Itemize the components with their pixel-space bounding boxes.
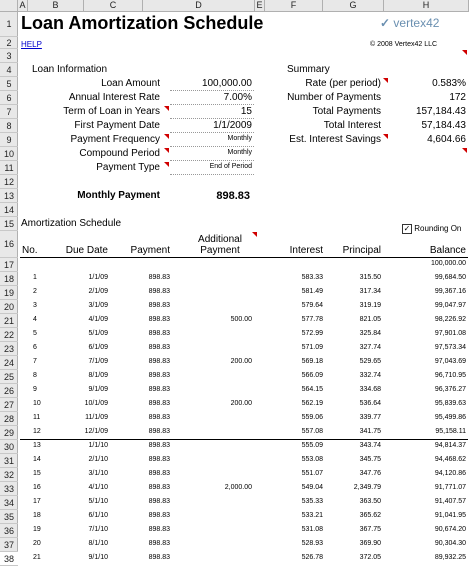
balance-amount: 97,573.34 [434, 344, 466, 351]
payment-due-date: 8/1/10 [88, 540, 108, 547]
payment-due-date: 6/1/09 [88, 344, 108, 351]
summary-field-label: Total Interest [323, 120, 381, 131]
input-underline [170, 174, 254, 175]
summary-field-value: 157,184.43 [415, 106, 466, 117]
payment-amount: 898.83 [148, 456, 170, 463]
payment-amount: 898.83 [148, 428, 170, 435]
payment-number: 11 [33, 414, 41, 421]
row-header-12[interactable]: 12 [0, 175, 18, 189]
balance-amount: 99,047.97 [434, 302, 466, 309]
payment-number: 3 [33, 302, 37, 309]
opening-balance: 100,000.00 [430, 260, 466, 267]
rounding-label: Rounding On [414, 224, 462, 234]
payment-number: 21 [33, 554, 41, 561]
loan-field-value[interactable]: 7.00% [223, 92, 252, 103]
loan-field-label: Payment Frequency [70, 134, 160, 145]
payment-amount: 898.83 [148, 386, 170, 393]
loan-field-value[interactable]: Monthly [227, 135, 252, 142]
row-header-1[interactable]: 1 [0, 12, 18, 37]
payment-due-date: 3/1/09 [88, 302, 108, 309]
row-header-16[interactable]: 16 [0, 231, 18, 258]
balance-amount: 95,499.86 [434, 414, 466, 421]
input-underline [170, 104, 254, 105]
payment-amount: 898.83 [148, 498, 170, 505]
loan-info-heading: Loan Information [32, 64, 108, 75]
payment-number: 7 [33, 358, 37, 365]
payment-due-date: 7/1/09 [88, 358, 108, 365]
payment-amount: 898.83 [148, 288, 170, 295]
balance-amount: 94,468.62 [434, 456, 466, 463]
interest-amount: 569.18 [301, 358, 323, 365]
select-all-corner[interactable] [0, 0, 18, 12]
row-header-24[interactable]: 24 [0, 356, 18, 370]
summary-field-label: Est. Interest Savings [289, 134, 381, 145]
balance-amount: 99,367.16 [434, 288, 466, 295]
interest-amount: 551.07 [301, 470, 323, 477]
input-underline [170, 118, 254, 119]
monthly-payment-label: Monthly Payment [77, 190, 160, 201]
column-header-c[interactable]: C [84, 0, 143, 12]
payment-number: 15 [33, 470, 41, 477]
principal-amount: 317.34 [359, 288, 381, 295]
payment-number: 4 [33, 316, 37, 323]
payment-due-date: 7/1/10 [88, 526, 108, 533]
interest-amount: 531.08 [301, 526, 323, 533]
row-header-17[interactable]: 17 [0, 258, 18, 272]
principal-amount: 347.76 [359, 470, 381, 477]
principal-amount: 345.75 [359, 456, 381, 463]
payment-due-date: 5/1/10 [88, 498, 108, 505]
payment-due-date: 1/1/10 [88, 442, 108, 449]
summary-field-value: 4,604.66 [427, 134, 466, 145]
payment-due-date: 2/1/10 [88, 456, 108, 463]
payment-number: 13 [33, 442, 41, 449]
comment-indicator-icon[interactable] [252, 232, 257, 237]
interest-amount: 579.64 [301, 302, 323, 309]
row-header-9[interactable]: 9 [0, 133, 18, 147]
column-header-d[interactable]: D [143, 0, 255, 12]
header-no: No. [22, 245, 38, 256]
row-header-37[interactable]: 37 [0, 538, 18, 552]
summary-field-value: 172 [449, 92, 466, 103]
principal-amount: 372.05 [359, 554, 381, 561]
interest-amount: 535.33 [301, 498, 323, 505]
header-interest: Interest [289, 245, 323, 256]
header-due-date: Due Date [65, 245, 108, 256]
payment-amount: 898.83 [148, 470, 170, 477]
comment-indicator-icon[interactable] [462, 50, 467, 55]
header-additional-2: Payment [200, 245, 240, 256]
header-principal: Principal [342, 245, 381, 256]
row-header-33[interactable]: 33 [0, 482, 18, 496]
payment-amount: 898.83 [148, 400, 170, 407]
balance-amount: 96,376.27 [434, 386, 466, 393]
row-header-6[interactable]: 6 [0, 91, 18, 105]
input-underline [170, 160, 254, 161]
header-payment: Payment [130, 245, 170, 256]
payment-due-date: 4/1/09 [88, 316, 108, 323]
row-header-8[interactable]: 8 [0, 119, 18, 133]
row-headers [0, 12, 18, 564]
payment-number: 14 [33, 456, 41, 463]
payment-number: 1 [33, 274, 37, 281]
payment-amount: 898.83 [148, 414, 170, 421]
interest-amount: 581.49 [301, 288, 323, 295]
payment-amount: 898.83 [148, 330, 170, 337]
payment-number: 8 [33, 372, 37, 379]
interest-amount: 566.09 [301, 372, 323, 379]
payment-amount: 898.83 [148, 512, 170, 519]
interest-amount: 583.33 [301, 274, 323, 281]
balance-amount: 94,814.37 [434, 442, 466, 449]
payment-due-date: 10/1/09 [84, 400, 108, 407]
row-header-18[interactable]: 18 [0, 272, 18, 286]
payment-amount: 898.83 [148, 302, 170, 309]
row-header-13[interactable]: 13 [0, 189, 18, 203]
header-balance: Balance [429, 245, 466, 256]
interest-amount: 564.15 [301, 386, 323, 393]
balance-amount: 94,120.86 [434, 470, 466, 477]
payment-due-date: 9/1/09 [88, 386, 108, 393]
loan-field-label: Compound Period [79, 148, 160, 159]
balance-amount: 91,041.95 [434, 512, 466, 519]
payment-amount: 898.83 [148, 372, 170, 379]
principal-amount: 2,349.79 [353, 484, 381, 491]
interest-amount: 557.08 [301, 428, 323, 435]
additional-payment[interactable]: 2,000.00 [224, 484, 252, 491]
payment-due-date: 9/1/10 [88, 554, 108, 561]
row-header-28[interactable]: 28 [0, 412, 18, 426]
loan-field-value[interactable]: End of Period [209, 163, 252, 170]
comment-indicator-icon[interactable] [383, 78, 388, 83]
row-header-25[interactable]: 25 [0, 370, 18, 384]
header-underline [20, 257, 468, 258]
balance-amount: 89,932.25 [434, 554, 466, 561]
principal-amount: 821.05 [359, 316, 381, 323]
sheet-title: Loan Amortization Schedule [21, 13, 264, 33]
payment-number: 2 [33, 288, 37, 295]
logo-text: vertex42 [393, 16, 440, 30]
interest-amount: 553.08 [301, 456, 323, 463]
row-header-34[interactable]: 34 [0, 496, 18, 510]
principal-amount: 365.62 [359, 512, 381, 519]
header-additional: Additional [198, 234, 242, 245]
row-header-30[interactable]: 30 [0, 440, 18, 454]
interest-amount: 577.78 [301, 316, 323, 323]
principal-amount: 332.74 [359, 372, 381, 379]
input-underline [170, 146, 254, 147]
column-header-e[interactable]: E [255, 0, 265, 12]
comment-indicator-icon[interactable] [164, 162, 169, 167]
comment-indicator-icon[interactable] [164, 106, 169, 111]
payment-amount: 898.83 [148, 484, 170, 491]
loan-field-value[interactable]: 100,000.00 [201, 78, 252, 89]
column-header-g[interactable]: G [323, 0, 384, 12]
payment-number: 17 [33, 498, 41, 505]
checkbox-icon[interactable]: ✓ [403, 224, 411, 233]
payment-number: 9 [33, 386, 37, 393]
payment-due-date: 6/1/10 [88, 512, 108, 519]
additional-payment[interactable]: 200.00 [230, 358, 252, 365]
row-header-22[interactable]: 22 [0, 328, 18, 342]
row-header-2[interactable]: 2 [0, 37, 18, 49]
principal-amount: 325.84 [359, 330, 381, 337]
payment-amount: 898.83 [148, 554, 170, 561]
loan-field-value[interactable]: 1/1/2009 [213, 120, 252, 131]
summary-field-value: 0.583% [432, 78, 466, 89]
rounding-toggle[interactable] [402, 224, 461, 234]
row-header-20[interactable]: 20 [0, 300, 18, 314]
row-header-19[interactable]: 19 [0, 286, 18, 300]
balance-amount: 98,226.92 [434, 316, 466, 323]
row-header-14[interactable]: 14 [0, 203, 18, 217]
payment-number: 6 [33, 344, 37, 351]
principal-amount: 315.50 [359, 274, 381, 281]
principal-amount: 367.75 [359, 526, 381, 533]
balance-amount: 97,901.08 [434, 330, 466, 337]
checkmark-icon: ✓ [380, 16, 391, 30]
payment-due-date: 11/1/09 [85, 414, 108, 421]
comment-indicator-icon[interactable] [164, 134, 169, 139]
loan-field-value[interactable]: 15 [240, 106, 252, 117]
row-header-35[interactable]: 35 [0, 510, 18, 524]
row-header-23[interactable]: 23 [0, 342, 18, 356]
summary-field-label: Rate (per period) [305, 78, 381, 89]
loan-field-value[interactable]: Monthly [227, 149, 252, 156]
comment-indicator-icon[interactable] [383, 134, 388, 139]
interest-amount: 549.04 [301, 484, 323, 491]
row-header-7[interactable]: 7 [0, 105, 18, 119]
interest-amount: 572.99 [301, 330, 323, 337]
principal-amount: 327.74 [359, 344, 381, 351]
balance-amount: 90,304.30 [434, 540, 466, 547]
summary-field-label: Number of Payments [287, 92, 381, 103]
copyright-text: © 2008 Vertex42 LLC [370, 41, 438, 48]
principal-amount: 529.65 [359, 358, 381, 365]
payment-amount: 898.83 [148, 442, 170, 449]
column-header-h[interactable]: H [384, 0, 469, 12]
principal-amount: 363.50 [359, 498, 381, 505]
payment-number: 5 [33, 330, 37, 337]
interest-amount: 528.93 [301, 540, 323, 547]
row-header-36[interactable]: 36 [0, 524, 18, 538]
row-header-4[interactable]: 4 [0, 63, 18, 77]
payment-number: 18 [33, 512, 41, 519]
principal-amount: 319.19 [359, 302, 381, 309]
input-underline [170, 90, 254, 91]
payment-due-date: 2/1/09 [88, 288, 108, 295]
payment-amount: 898.83 [148, 540, 170, 547]
row-header-3[interactable]: 3 [0, 49, 18, 63]
comment-indicator-icon[interactable] [164, 148, 169, 153]
principal-amount: 369.90 [359, 540, 381, 547]
balance-amount: 96,710.95 [434, 372, 466, 379]
interest-amount: 555.09 [301, 442, 323, 449]
balance-amount: 91,771.07 [434, 484, 466, 491]
balance-amount: 90,674.20 [434, 526, 466, 533]
row-header-5[interactable]: 5 [0, 77, 18, 91]
interest-amount: 562.19 [301, 400, 323, 407]
principal-amount: 341.75 [359, 428, 381, 435]
payment-due-date: 8/1/09 [88, 372, 108, 379]
row-header-10[interactable]: 10 [0, 147, 18, 161]
column-header-a[interactable]: A [18, 0, 28, 12]
loan-field-label: Term of Loan in Years [63, 106, 160, 117]
payment-amount: 898.83 [148, 344, 170, 351]
row-header-26[interactable]: 26 [0, 384, 18, 398]
balance-amount: 99,684.50 [434, 274, 466, 281]
payment-number: 20 [33, 540, 41, 547]
vertex42-logo [380, 16, 439, 30]
row-header-29[interactable]: 29 [0, 426, 18, 440]
interest-amount: 526.78 [301, 554, 323, 561]
interest-amount: 533.21 [301, 512, 323, 519]
column-header-f[interactable]: F [265, 0, 323, 12]
loan-field-label: Payment Type [96, 162, 160, 173]
additional-payment[interactable]: 200.00 [230, 400, 252, 407]
principal-amount: 334.68 [359, 386, 381, 393]
payment-due-date: 12/1/09 [84, 428, 108, 435]
payment-amount: 898.83 [148, 526, 170, 533]
payment-number: 10 [33, 400, 41, 407]
principal-amount: 339.77 [359, 414, 381, 421]
principal-amount: 536.64 [359, 400, 381, 407]
help-link[interactable]: HELP [21, 40, 42, 49]
balance-amount: 95,839.63 [434, 400, 466, 407]
loan-field-label: First Payment Date [74, 120, 160, 131]
input-underline [170, 132, 254, 133]
payment-number: 19 [33, 526, 41, 533]
loan-field-label: Loan Amount [101, 78, 160, 89]
balance-amount: 91,407.57 [434, 498, 466, 505]
summary-field-label: Total Payments [312, 106, 381, 117]
row-header-31[interactable]: 31 [0, 454, 18, 468]
summary-heading: Summary [287, 64, 330, 75]
row-header-15[interactable]: 15 [0, 217, 18, 231]
year-separator [20, 439, 468, 440]
interest-amount: 559.06 [301, 414, 323, 421]
payment-due-date: 1/1/09 [88, 274, 108, 281]
summary-field-value: 57,184.43 [421, 120, 466, 131]
column-headers [18, 0, 469, 12]
payment-number: 16 [33, 484, 41, 491]
row-header-11[interactable]: 11 [0, 161, 18, 175]
principal-amount: 343.74 [359, 442, 381, 449]
row-header-21[interactable]: 21 [0, 314, 18, 328]
balance-amount: 97,043.69 [434, 358, 466, 365]
loan-field-label: Annual Interest Rate [68, 92, 160, 103]
amortization-heading: Amortization Schedule [21, 218, 122, 229]
payment-amount: 898.83 [148, 274, 170, 281]
payment-amount: 898.83 [148, 358, 170, 365]
comment-indicator-icon[interactable] [462, 148, 467, 153]
row-header-38[interactable]: 38 [0, 552, 18, 566]
column-header-b[interactable]: B [28, 0, 84, 12]
payment-amount: 898.83 [148, 316, 170, 323]
additional-payment[interactable]: 500.00 [230, 316, 252, 323]
payment-number: 12 [33, 428, 41, 435]
row-header-27[interactable]: 27 [0, 398, 18, 412]
payment-due-date: 5/1/09 [88, 330, 108, 337]
interest-amount: 571.09 [301, 344, 323, 351]
monthly-payment-value: 898.83 [216, 190, 250, 202]
row-header-32[interactable]: 32 [0, 468, 18, 482]
balance-amount: 95,158.11 [435, 428, 466, 435]
payment-due-date: 3/1/10 [88, 470, 108, 477]
payment-due-date: 4/1/10 [88, 484, 108, 491]
